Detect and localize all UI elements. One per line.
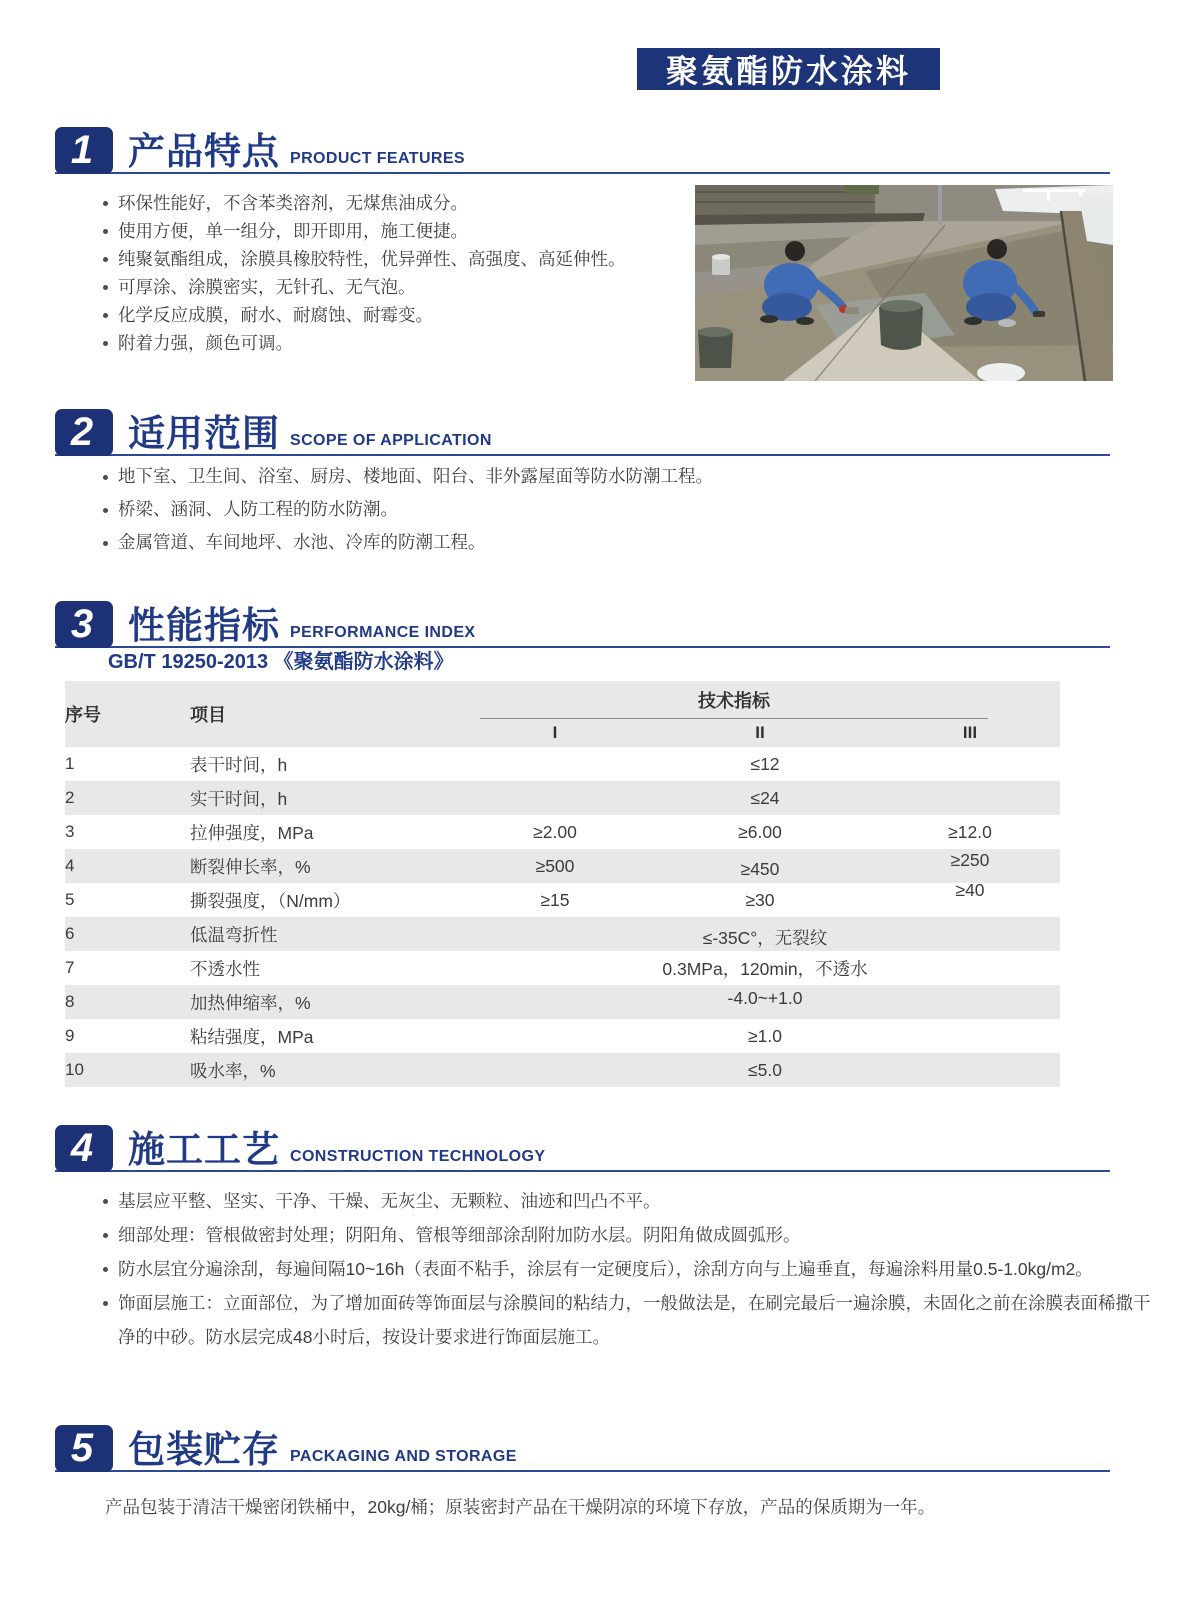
row-value: ≤5.0 — [470, 1053, 1060, 1087]
row-value: 0.3MPa，120min，不透水 — [662, 958, 868, 979]
row-item: 低温弯折性 — [190, 917, 470, 951]
bullet-text: 使用方便，单一组分，即开即用，施工便捷。 — [118, 221, 468, 241]
row-item: 实干时间，h — [190, 781, 470, 815]
row-index: 4 — [65, 849, 190, 883]
row-index: 7 — [65, 958, 75, 977]
section-title-zh: 适用范围 — [128, 413, 280, 454]
bullet-dot-icon — [103, 508, 108, 513]
bullet-text: 防水层宜分遍涂刮，每遍间隔10~16h（表面不粘手，涂层有一定硬度后），涂刮方向与上遍垂直，每遍涂料用量0.5-1.0kg/m2。 — [118, 1259, 1093, 1279]
bullet-text: 纯聚氨酯组成，涂膜具橡胶特性，优异弹性、高强度、高延伸性。 — [118, 249, 626, 269]
row-value: ≥2.00 — [533, 821, 577, 842]
section-number-badge: 5 — [55, 1425, 113, 1472]
bullet-dot-icon — [103, 1301, 108, 1306]
bullet-dot-icon — [103, 541, 108, 546]
tech-header-label: 技术指标 — [480, 681, 988, 719]
list-item — [103, 1184, 1155, 1218]
bullet-text: 环保性能好，不含苯类溶剂，无煤焦油成分。 — [118, 193, 468, 213]
list-item — [103, 329, 703, 357]
list-item — [103, 245, 703, 273]
section-header-scope — [55, 404, 1110, 456]
list-item — [103, 1218, 1155, 1252]
table-row — [65, 1053, 1060, 1087]
table-row — [65, 1019, 1060, 1053]
bullet-text: 基层应平整、坚实、干净、干燥、无灰尘、无颗粒、油迹和凹凸不平。 — [118, 1191, 661, 1211]
col-header-item: 项目 — [190, 681, 470, 747]
bullet-dot-icon — [103, 201, 108, 206]
list-item — [103, 496, 1113, 523]
bullet-text: 饰面层施工：立面部位，为了增加面砖等饰面层与涂膜间的粘结力，一般做法是，在刷完最后一遍涂膜，未固化之前在涂膜表面稀撒干净的中砂。防水层完成48小时后，按设计要求进行饰面层施工。 — [118, 1293, 1151, 1347]
list-item — [103, 1286, 1155, 1354]
row-item: 加热伸缩率，% — [190, 985, 470, 1019]
section-number-badge: 2 — [55, 409, 113, 456]
table-row — [65, 815, 1060, 849]
standard-reference: GB/T 19250-2013 《聚氨酯防水涂料》 — [108, 651, 454, 673]
bullet-text: 化学反应成膜，耐水、耐腐蚀、耐霉变。 — [118, 305, 433, 325]
col-header-index: 序号 — [65, 681, 190, 747]
row-index: 6 — [65, 917, 190, 951]
row-value: ≥450 — [740, 858, 780, 879]
row-value: ≤-35C°，无裂纹 — [702, 927, 828, 948]
row-value: ≥30 — [745, 889, 775, 910]
bullet-dot-icon — [103, 1199, 108, 1204]
bullet-text: 桥梁、涵洞、人防工程的防水防潮。 — [118, 499, 398, 519]
row-item: 吸水率，% — [190, 1053, 470, 1087]
list-item — [103, 1252, 1155, 1286]
bullet-text: 地下室、卫生间、浴室、厨房、楼地面、阳台、非外露屋面等防水防潮工程。 — [118, 466, 713, 486]
section-header-construction — [55, 1120, 1110, 1172]
row-value: ≥12.0 — [948, 821, 992, 842]
col-header-level-2: II — [640, 719, 880, 747]
table-row — [65, 849, 1060, 883]
list-item — [103, 273, 703, 301]
performance-table — [65, 681, 1060, 1087]
row-index: 5 — [65, 890, 75, 909]
section-title-en: CONSTRUCTION TECHNOLOGY — [290, 1148, 546, 1165]
table-row — [65, 985, 1060, 1019]
bullet-dot-icon — [103, 475, 108, 480]
table-row — [65, 917, 1060, 951]
section-number-badge: 4 — [55, 1125, 113, 1172]
row-value: ≥1.0 — [748, 1025, 782, 1046]
bullet-dot-icon — [103, 229, 108, 234]
col-header-level-3: III — [880, 719, 1060, 747]
row-value: -4.0~+1.0 — [727, 987, 803, 1008]
section-title-en: PRODUCT FEATURES — [290, 150, 465, 167]
row-item: 拉伸强度，MPa — [190, 822, 314, 843]
bullet-dot-icon — [103, 1233, 108, 1238]
row-index: 3 — [65, 822, 75, 841]
section-title-zh: 性能指标 — [128, 605, 280, 646]
row-value: ≤12 — [750, 753, 780, 774]
row-item: 不透水性 — [190, 958, 260, 979]
section-header-performance — [55, 596, 1110, 648]
section-header-packaging — [55, 1420, 1110, 1472]
section-title-en: PACKAGING AND STORAGE — [290, 1448, 517, 1465]
product-features-list — [103, 189, 703, 357]
row-index: 10 — [65, 1053, 190, 1087]
table-row — [65, 883, 1060, 917]
row-value: ≥500 — [470, 849, 640, 883]
table-row — [65, 951, 1060, 985]
row-item: 断裂伸长率，% — [190, 849, 470, 883]
list-item — [103, 529, 1113, 556]
scope-list — [103, 463, 1113, 562]
section-header-product-features — [55, 122, 1110, 174]
bullet-dot-icon — [103, 257, 108, 262]
row-index: 8 — [65, 985, 190, 1019]
section-title-en: PERFORMANCE INDEX — [290, 624, 476, 641]
packaging-paragraph: 产品包装于清洁干燥密闭铁桶中，20kg/桶；原装密封产品在干燥阴凉的环境下存放，产品的保质期为一年。 — [105, 1497, 936, 1517]
row-item: 粘结强度，MPa — [190, 1026, 314, 1047]
list-item — [103, 301, 703, 329]
bullet-dot-icon — [103, 313, 108, 318]
row-index: 2 — [65, 781, 190, 815]
section-title-zh: 施工工艺 — [128, 1129, 280, 1170]
product-title-banner: 聚氨酯防水涂料 — [637, 48, 940, 90]
bullet-text: 细部处理：管根做密封处理；阴阳角、管根等细部涂刮附加防水层。阴阳角做成圆弧形。 — [118, 1225, 801, 1245]
list-item — [103, 217, 703, 245]
col-header-level-1: I — [470, 719, 640, 747]
bullet-dot-icon — [103, 285, 108, 290]
bullet-text: 可厚涂、涂膜密实，无针孔、无气泡。 — [118, 277, 416, 297]
section-title-zh: 产品特点 — [128, 131, 280, 172]
row-value: ≥250 — [950, 849, 990, 870]
row-value: ≥40 — [955, 879, 985, 900]
bullet-text: 附着力强，颜色可调。 — [118, 333, 293, 353]
bullet-dot-icon — [103, 341, 108, 346]
list-item — [103, 189, 703, 217]
table-row — [65, 747, 1060, 781]
list-item — [103, 463, 1113, 490]
section-number-badge: 3 — [55, 601, 113, 648]
row-item: 撕裂强度，（N/mm） — [190, 890, 351, 911]
bullet-text: 金属管道、车间地坪、水池、冷库的防潮工程。 — [118, 532, 486, 552]
section-number-badge: 1 — [55, 127, 113, 174]
section-title-zh: 包装贮存 — [128, 1429, 280, 1470]
row-item: 表干时间，h — [190, 754, 288, 775]
row-value: ≤24 — [470, 781, 1060, 815]
col-header-tech — [470, 681, 1060, 719]
construction-steps-list — [103, 1184, 1155, 1354]
bullet-dot-icon — [103, 1267, 108, 1272]
row-index: 1 — [65, 754, 75, 773]
table-row — [65, 781, 1060, 815]
section-title-en: SCOPE OF APPLICATION — [290, 432, 492, 449]
row-index: 9 — [65, 1026, 75, 1045]
application-photo — [695, 185, 1113, 381]
row-value: ≥15 — [540, 889, 570, 910]
row-value: ≥6.00 — [738, 821, 782, 842]
